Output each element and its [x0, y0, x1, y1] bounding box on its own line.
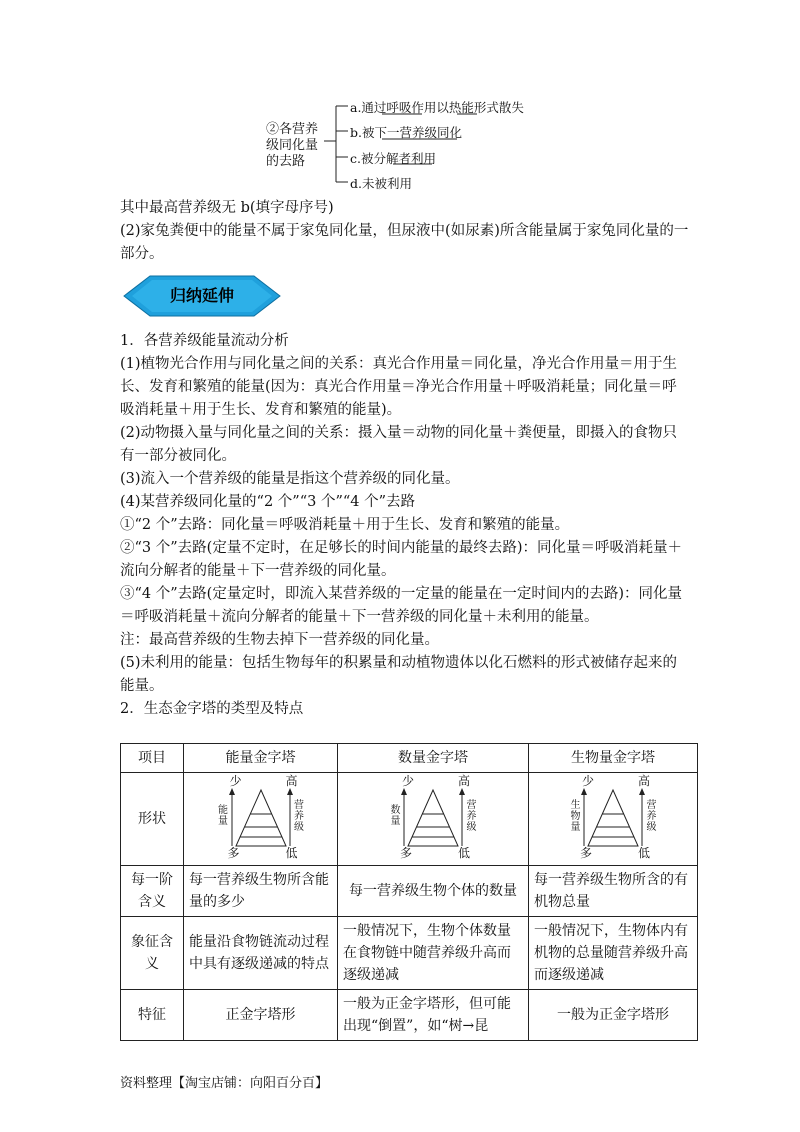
table-row	[121, 917, 698, 990]
pyramid-bottom-right-label: 低	[458, 846, 471, 860]
branch-item-c: c.被分解者利用	[350, 151, 436, 166]
pyramid-left-axis-label: 数 量	[390, 805, 401, 827]
table-header-cell: 数量金字塔	[338, 744, 529, 773]
paragraph: ②“3 个”去路(定量不定时，在足够长的时间内能量的最终去路)：同化量＝呼吸消耗量＋流向分解者的能量＋下一营养级的同化量。	[120, 540, 682, 579]
table-cell: 每一营养级生物所含的有机物总量	[529, 866, 698, 917]
pyramid-bottom-left-label: 多	[400, 846, 413, 860]
paragraph: (2)动物摄入量与同化量之间的关系：摄入量＝动物的同化量＋粪便量，即摄入的食物只有一部分被同化。	[120, 425, 678, 464]
table-cell: 一般为正金字塔形	[529, 990, 698, 1041]
pyramid-right-axis-label: 营 养 级	[646, 799, 657, 833]
pyramid-bottom-right-label: 低	[285, 846, 298, 860]
table-header-row	[121, 744, 698, 773]
paragraph: (1)植物光合作用与同化量之间的关系：真光合作用量＝同化量，净光合作用量＝用于生长、发育和繁殖的能量(因为：真光合作用量＝净光合作用量＋呼吸消耗量；同化量＝呼吸消耗量＋用于生长、发育和繁殖的能量)。	[120, 356, 678, 418]
table-cell: 正金字塔形	[184, 990, 338, 1041]
table-cell: 一般情况下，生物体内有机物的总量随营养级升高而逐级递减	[529, 917, 698, 990]
left-arrow-head	[229, 788, 235, 795]
banner-label: 归纳延伸	[169, 286, 234, 305]
branch-item-a: a.通过呼吸作用以热能形式散失	[350, 100, 524, 115]
table-cell: 能量沿食物链流动过程中具有逐级递减的特点	[184, 917, 338, 990]
section-1-heading: 1．各营养级能量流动分析	[120, 333, 289, 349]
pyramid-outline	[236, 790, 286, 846]
paragraph: (3)流入一个营养级的能量是指这个营养级的同化量。	[120, 471, 460, 487]
pyramid-top-left-label: 少	[582, 774, 595, 788]
paragraph: (5)未利用的能量：包括生物每年的积累量和动植物遗体以化石燃料的形式被储存起来的能量。	[120, 655, 678, 694]
biomass-pyramid	[558, 776, 668, 862]
pyramid-top-right-label: 高	[638, 774, 651, 788]
table-cell: 每一营养级生物个体的数量	[338, 866, 529, 917]
section-1	[120, 330, 690, 721]
paragraph: 注：最高营养级的生物去掉下一营养级的同化量。	[120, 632, 439, 648]
paragraph: ①“2 个”去路：同化量＝呼吸消耗量＋用于生长、发育和繁殖的能量。	[120, 517, 570, 533]
pyramid-outline	[588, 790, 638, 846]
pyramid-bottom-left-label: 多	[580, 846, 593, 860]
energy-destination-diagram	[262, 96, 562, 196]
branch-stem-label: ②各营养 级同化量 的去路	[266, 122, 319, 169]
table-cell: 一般情况下，生物个体数量在食物链中随营养级升高而逐级递减	[338, 917, 529, 990]
intro-text	[120, 197, 690, 266]
pyramid-right-axis-label: 营 养 级	[466, 799, 477, 833]
right-arrow-head	[459, 788, 465, 795]
pyramid-bottom-right-label: 低	[638, 846, 651, 860]
energy-pyramid	[206, 776, 316, 862]
paragraph: ③“4 个”去路(定量定时，即流入某营养级的一定量的能量在一定时间内的去路)：同化量＝呼吸消耗量＋流向分解者的能量＋下一营养级的同化量＋未利用的能量。	[120, 586, 682, 625]
table-cell: 每一营养级生物所含能量的多少	[184, 866, 338, 917]
pyramid-top-left-label: 少	[229, 774, 242, 788]
pyramid-top-right-label: 高	[285, 774, 298, 788]
number-pyramid	[378, 776, 488, 862]
table-row	[121, 866, 698, 917]
left-arrow-head	[581, 788, 587, 795]
footer-note: 资料整理【淘宝店铺：向阳百分百】	[120, 1076, 329, 1091]
pyramid-left-axis-label: 生 物 量	[570, 799, 581, 833]
summary-banner	[122, 272, 282, 320]
table-row	[121, 990, 698, 1041]
table-header-cell: 能量金字塔	[184, 744, 338, 773]
intro-line-2: (2)家兔粪便中的能量不属于家兔同化量，但尿液中(如尿素)所含能量属于家兔同化量的一部分。	[120, 223, 689, 262]
row-label: 特征	[121, 990, 184, 1041]
row-label: 象征含义	[121, 917, 184, 990]
right-arrow-head	[639, 788, 645, 795]
pyramid-outline	[408, 790, 458, 846]
pyramid-left-axis-label: 能 量	[218, 805, 228, 827]
pyramid-bottom-left-label: 多	[227, 846, 240, 860]
branch-item-b: b.被下一营养级同化	[350, 125, 462, 140]
row-label: 每一阶含义	[121, 866, 184, 917]
pyramid-right-axis-label: 营 养 级	[294, 799, 304, 833]
left-arrow-head	[401, 788, 407, 795]
row-label: 形状	[121, 773, 184, 866]
table-header-cell: 项目	[121, 744, 184, 773]
section-2-heading: 2．生态金字塔的类型及特点	[120, 701, 304, 717]
paragraph: (4)某营养级同化量的“2 个”“3 个”“4 个”去路	[120, 494, 416, 510]
table-row	[121, 773, 698, 866]
pyramid-top-right-label: 高	[458, 774, 471, 788]
right-arrow-head	[287, 788, 293, 795]
table-cell: 一般为正金字塔形，但可能出现“倒置”，如“树→昆	[338, 990, 529, 1041]
pyramid-top-left-label: 少	[402, 774, 415, 788]
intro-line-1: 其中最高营养级无 b(填字母序号)	[120, 200, 334, 216]
branch-item-d: d.未被利用	[350, 176, 412, 191]
pyramid-comparison-table	[120, 743, 698, 1041]
table-header-cell: 生物量金字塔	[529, 744, 698, 773]
